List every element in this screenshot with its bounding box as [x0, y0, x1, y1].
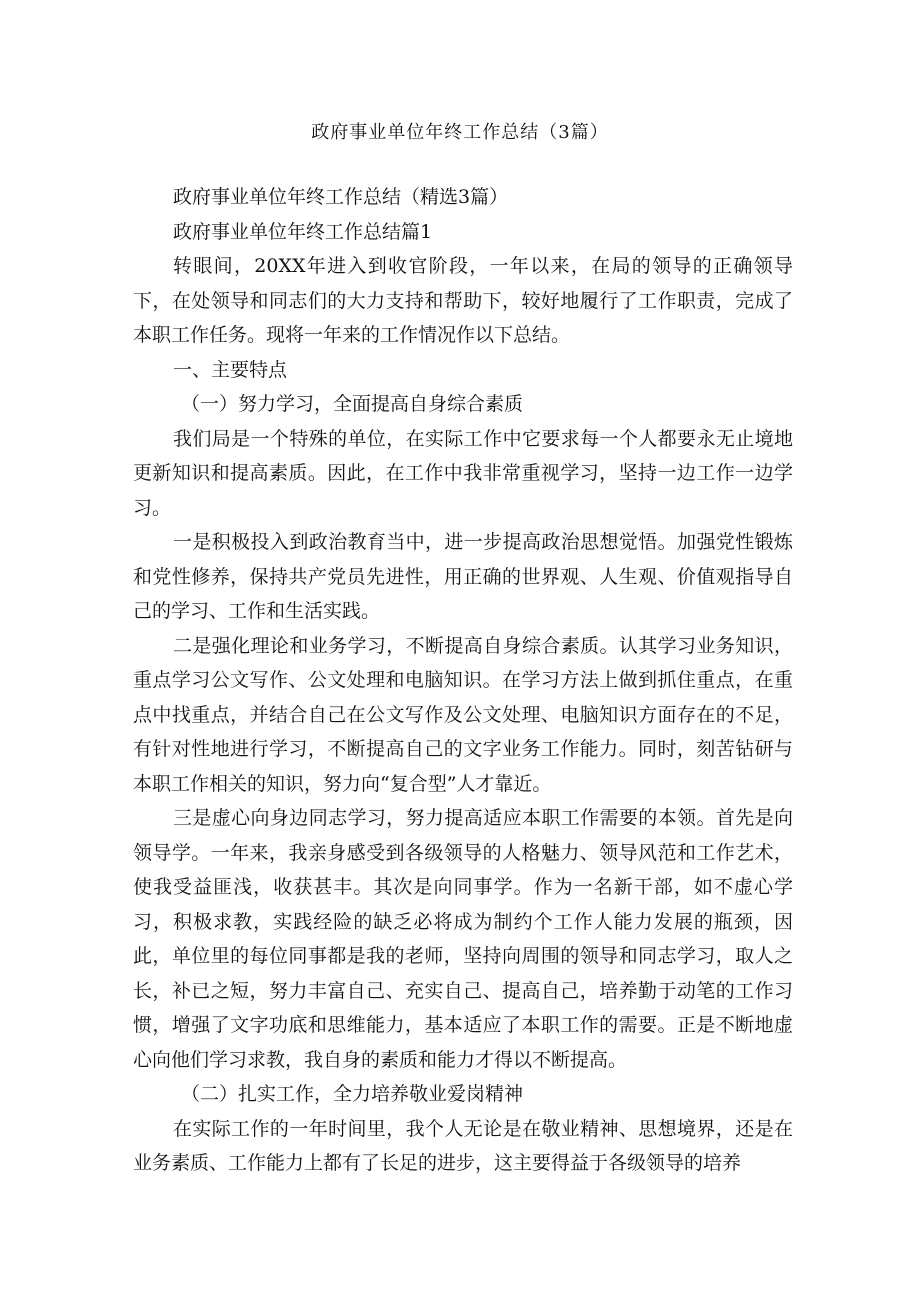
body-paragraph: 一、主要特点	[173, 358, 288, 381]
section-heading: （一）努力学习，全面提高自身综合素质	[181, 393, 524, 415]
body-paragraph: 我们局是一个特殊的单位，在实际工作中它要求每一个人都要永无止境地更新知识和提高素质。因此，在工作中我非常重视学习，坚持一边工作一边学习。	[133, 427, 793, 519]
body-paragraph: 三是虚心向身边同志学习，努力提高适应本职工作需要的本领。首先是向领导学。一年来，我亲身感受到各级领导的人格魅力、领导风范和工作艺术，使我受益匪浅，收获甚丰。其次是向同事学。作为一名新干部，如不虚心学习，积极求教，实践经险的缺乏必将成为制约个工作人能力发展的瓶颈，因此，单位里的每位同事都是我的老师，坚持向周围的领导和同志学习，取人之长，补已之短，努力丰富自己、充实自己、提高自己，培养勤于动笔的工作习惯，增强了文字功底和思维能力，基本适应了本职工作的需要。正是不断地虚心向他们学习求教，我自身的素质和能力才得以不断提高。	[133, 807, 793, 1071]
body-paragraph: 在实际工作的一年时间里，我个人无论是在敬业精神、思想境界，还是在业务素质、工作能力上都有了长足的进步，这主要得益于各级领导的培养	[133, 1117, 793, 1174]
document-title: 政府事业单位年终工作总结（3篇）	[311, 122, 609, 143]
document-body	[133, 180, 793, 1181]
section-heading: （二）扎实工作，全力培养敬业爱岗精神	[181, 1083, 524, 1105]
body-paragraph: 二是强化理论和业务学习，不断提高自身综合素质。认其学习业务知识，重点学习公文写作、公文处理和电脑知识。在学习方法上做到抓住重点，在重点中找重点，并结合自己在公文写作及公文处理、电脑知识方面存在的不足，有针对性地进行学习，不断提高自己的文字业务工作能力。同时，刻苦钻研与本职工作相关的知识，努力向“复合型”人才靠近。	[133, 634, 793, 795]
body-paragraph: 政府事业单位年终工作总结（精选3篇）	[173, 186, 509, 208]
body-paragraph: 政府事业单位年终工作总结篇1	[173, 220, 433, 243]
body-paragraph: 一是积极投入到政治教育当中，进一步提高政治思想觉悟。加强党性锻炼和党性修养，保持共产党员先进性，用正确的世界观、人生观、价值观指导自己的学习、工作和生活实践。	[133, 531, 793, 622]
body-paragraph: 转眼间，20XX年进入到收官阶段，一年以来，在局的领导的正确领导下，在处领导和同志们的大力支持和帮助下，较好地履行了工作职责，完成了本职工作任务。现将一年来的工作情况作以下总结。	[133, 255, 793, 346]
